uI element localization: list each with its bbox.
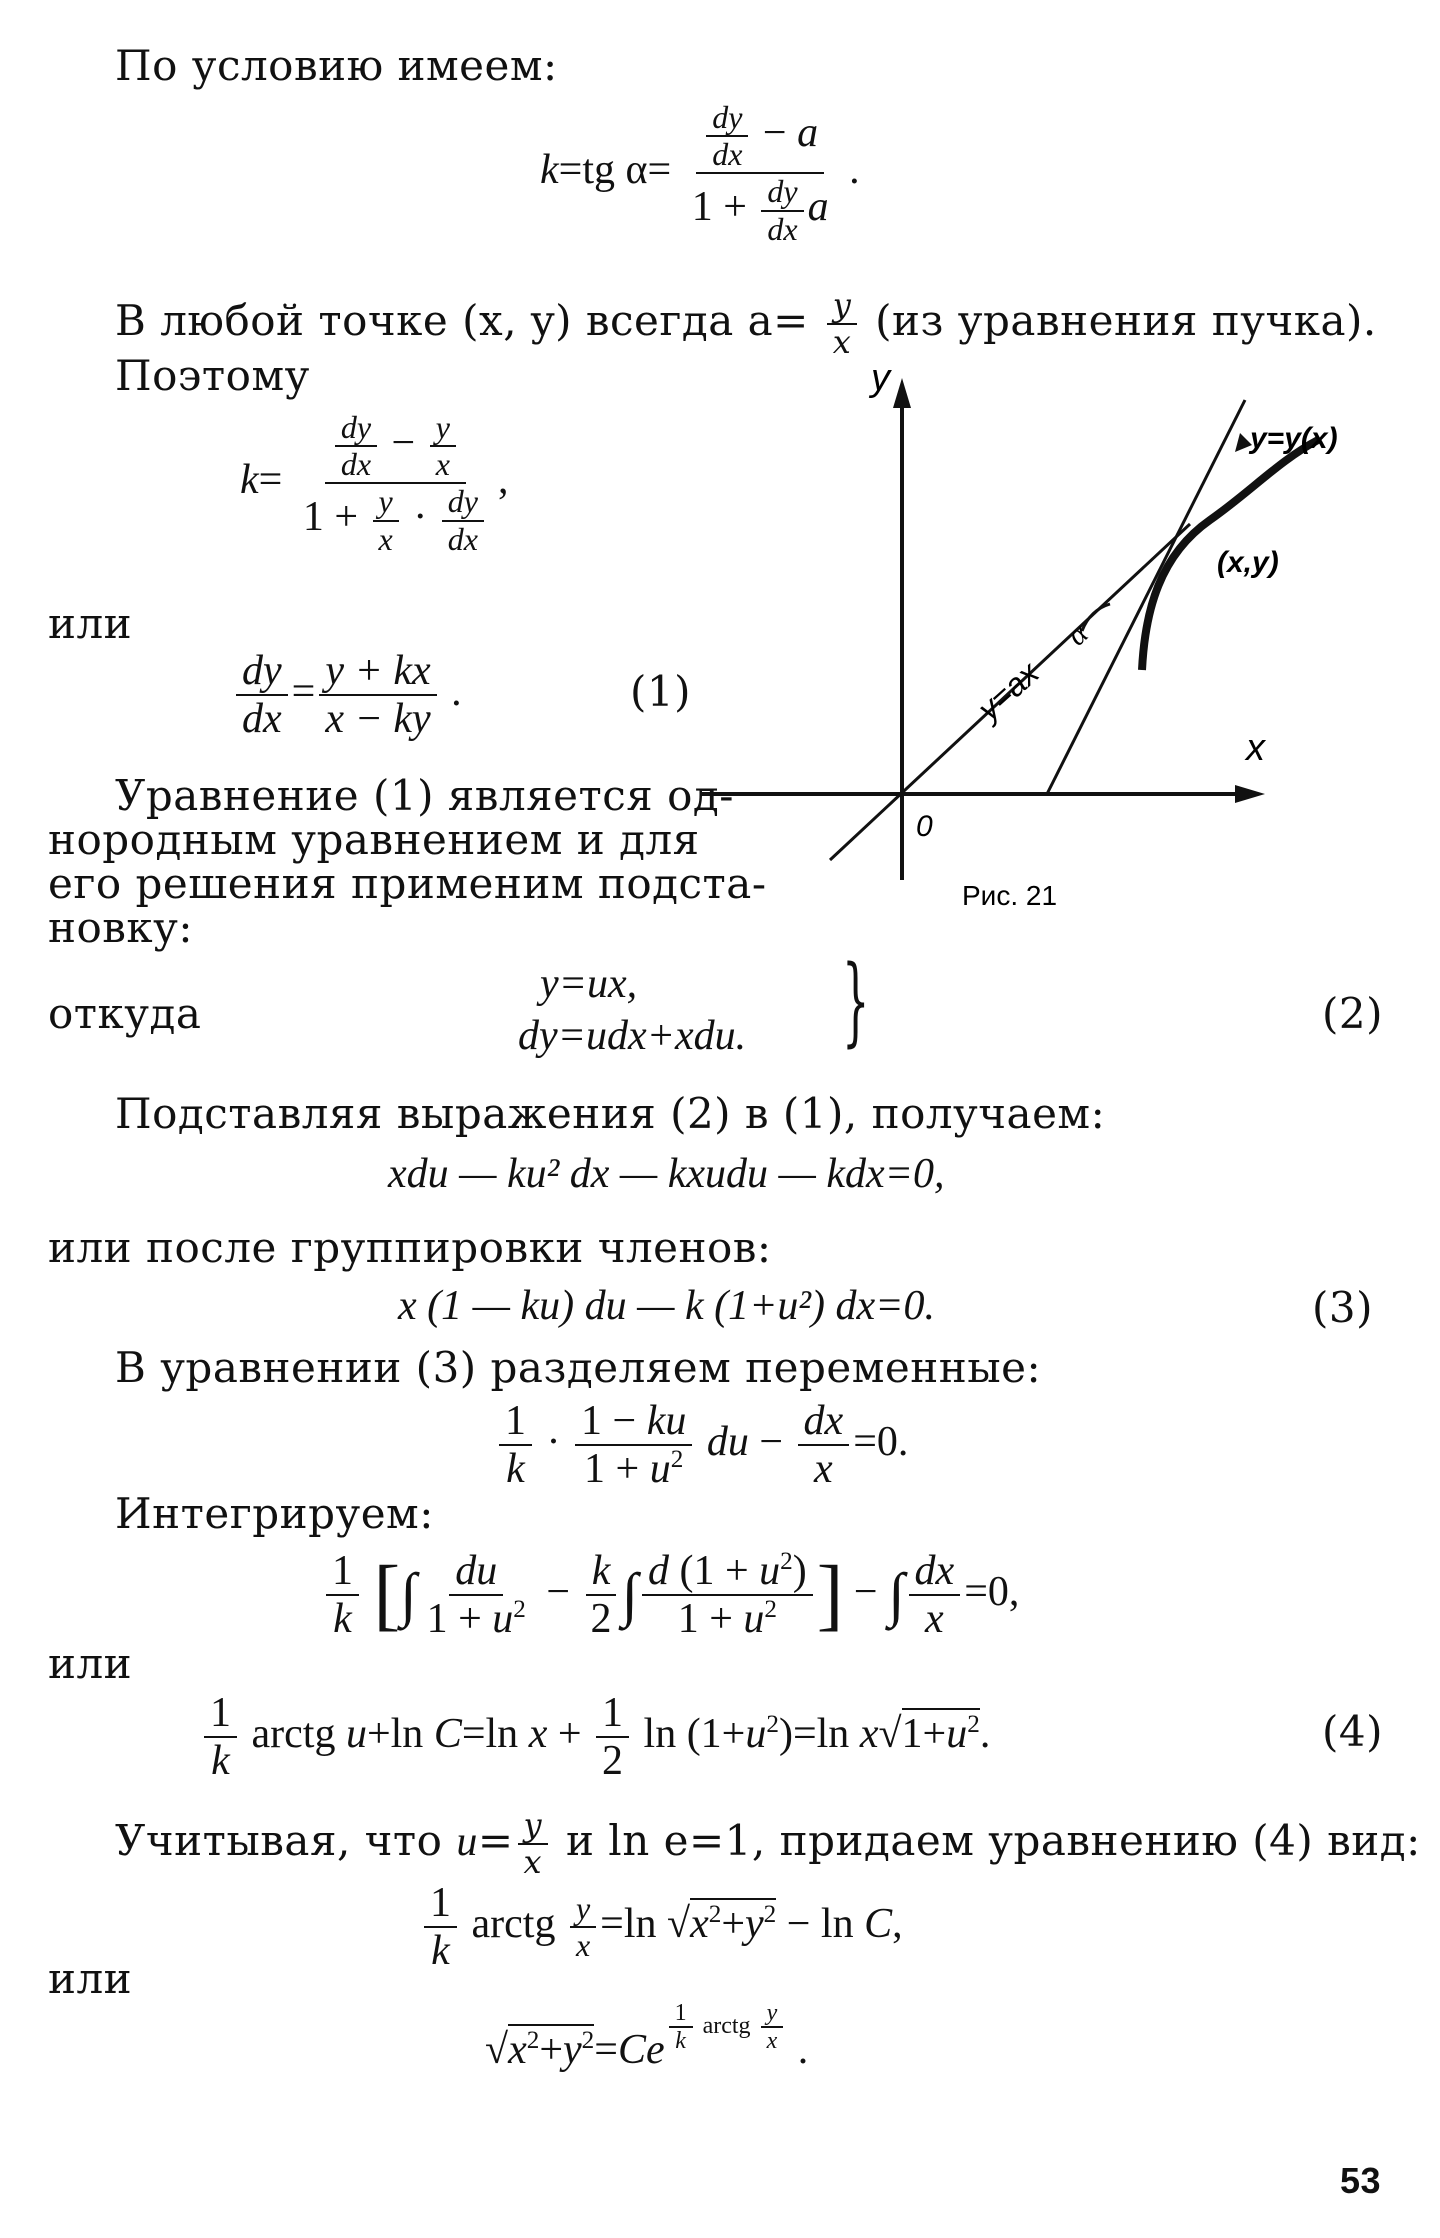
para-separate-variables: В уравнении (3) разделяем переменные: xyxy=(115,1343,1042,1392)
equation-integral: $\frac{1}{k}$ [∫ $\frac{du}{1 + u^2}$ − $\frac{k}{2}$ ∫ $\frac{d (1 + u^2)}{1 + u^2}$ ] − ∫ $\frac{dx}{x}$ =0, xyxy=(322,1548,1019,1642)
y-axis-label: y xyxy=(871,360,890,399)
para-homogeneous-line2: нородным уравнением и для xyxy=(48,815,700,864)
equation-2b: dy=udx+xdu. xyxy=(518,1013,747,1059)
equation-2-label: (2) xyxy=(1322,989,1383,1038)
equation-4: $\frac{1}{k}$ arctg u+ln C=ln x + $\frac{1}{2}$ $\ln (1+u^2)=\ln$ $x√1+u^2$. xyxy=(200,1690,990,1784)
para-condition: По условию имеем: xyxy=(115,41,558,90)
origin-label: 0 xyxy=(916,810,933,843)
equation-1-label: (1) xyxy=(630,667,691,716)
equation-3-label: (3) xyxy=(1312,1283,1373,1332)
tangent-line xyxy=(1047,400,1245,794)
para-homogeneous-line1: Уравнение (1) является од- xyxy=(115,771,734,820)
equation-separated: $\frac{1}{k}$ · $\frac{1 - ku}{1 + u^2}$ du − $\frac{dx}{x}$ =0. xyxy=(495,1398,908,1492)
equation-substituted: xdu — ku² dx — kxudu — kdx=0, xyxy=(388,1151,945,1197)
word-whence: откуда xyxy=(48,989,202,1038)
para-any-point: В любой точке (x, y) всегда a= $\frac{y}{x}$ (из уравнения пучка). xyxy=(115,286,1377,362)
equation-3: x (1 — ku) du — k (1+u²) dx=0. xyxy=(398,1283,935,1329)
para-homogeneous-line4: новку: xyxy=(48,903,194,952)
x-axis-label: x xyxy=(1246,727,1265,769)
equation-1: $\frac{dy}{dx}$ = $\frac{y + kx}{x - ky}$ . xyxy=(232,648,462,742)
equation-5: $\frac{1}{k}$ arctg $\frac{y}{x}$ =ln $√x^2+y^2 - \ln C$, xyxy=(420,1880,903,1974)
figure-caption: Рис. 21 xyxy=(962,880,1058,911)
para-integrate: Интегрируем: xyxy=(115,1489,434,1538)
para-therefore: Поэтому xyxy=(115,351,310,400)
line-label: y=ax xyxy=(970,654,1046,728)
word-or-2: или xyxy=(48,1639,133,1688)
y-axis-arrow-icon xyxy=(893,378,911,408)
page-number: 53 xyxy=(1340,2160,1382,2201)
para-considering: Учитывая, что u= $\frac{y}{x}$ и ln e=1, придаем уравнению (4) вид: xyxy=(115,1806,1421,1882)
x-axis-arrow-icon xyxy=(1235,785,1265,803)
equation-4-label: (4) xyxy=(1322,1707,1383,1756)
word-or-1: или xyxy=(48,599,133,648)
curve-label: y=y(x) xyxy=(1250,422,1338,455)
point-label: (x,y) xyxy=(1217,546,1279,579)
word-or-3: или xyxy=(48,1954,133,2003)
para-homogeneous-line3: его решения применим подста- xyxy=(48,859,767,908)
equation-k-tg-alpha: k=tg α= $\frac{dy}{dx}$ − a 1 + $\frac{dy}{dx}$ a . xyxy=(540,99,860,247)
equation-final: $√x^2+y^2=Ce$ $^{\frac{1}{k} arctg \frac{y}{x}}$ . xyxy=(485,2000,809,2073)
equation-2a: y=ux, xyxy=(540,961,638,1007)
angle-label: α xyxy=(1060,617,1095,653)
equation-k-substituted: k= $\frac{dy}{dx}$ − $\frac{y}{x}$ 1 + $\frac{y}{x}$ · $\frac{dy}{dx}$ , xyxy=(240,409,509,557)
para-substituting: Подставляя выражения (2) в (1), получаем: xyxy=(115,1089,1106,1138)
brace-icon: } xyxy=(842,945,870,1057)
figure-21 xyxy=(690,360,1410,920)
angle-arc xyxy=(1082,604,1110,631)
para-grouping: или после группировки членов: xyxy=(48,1223,772,1272)
